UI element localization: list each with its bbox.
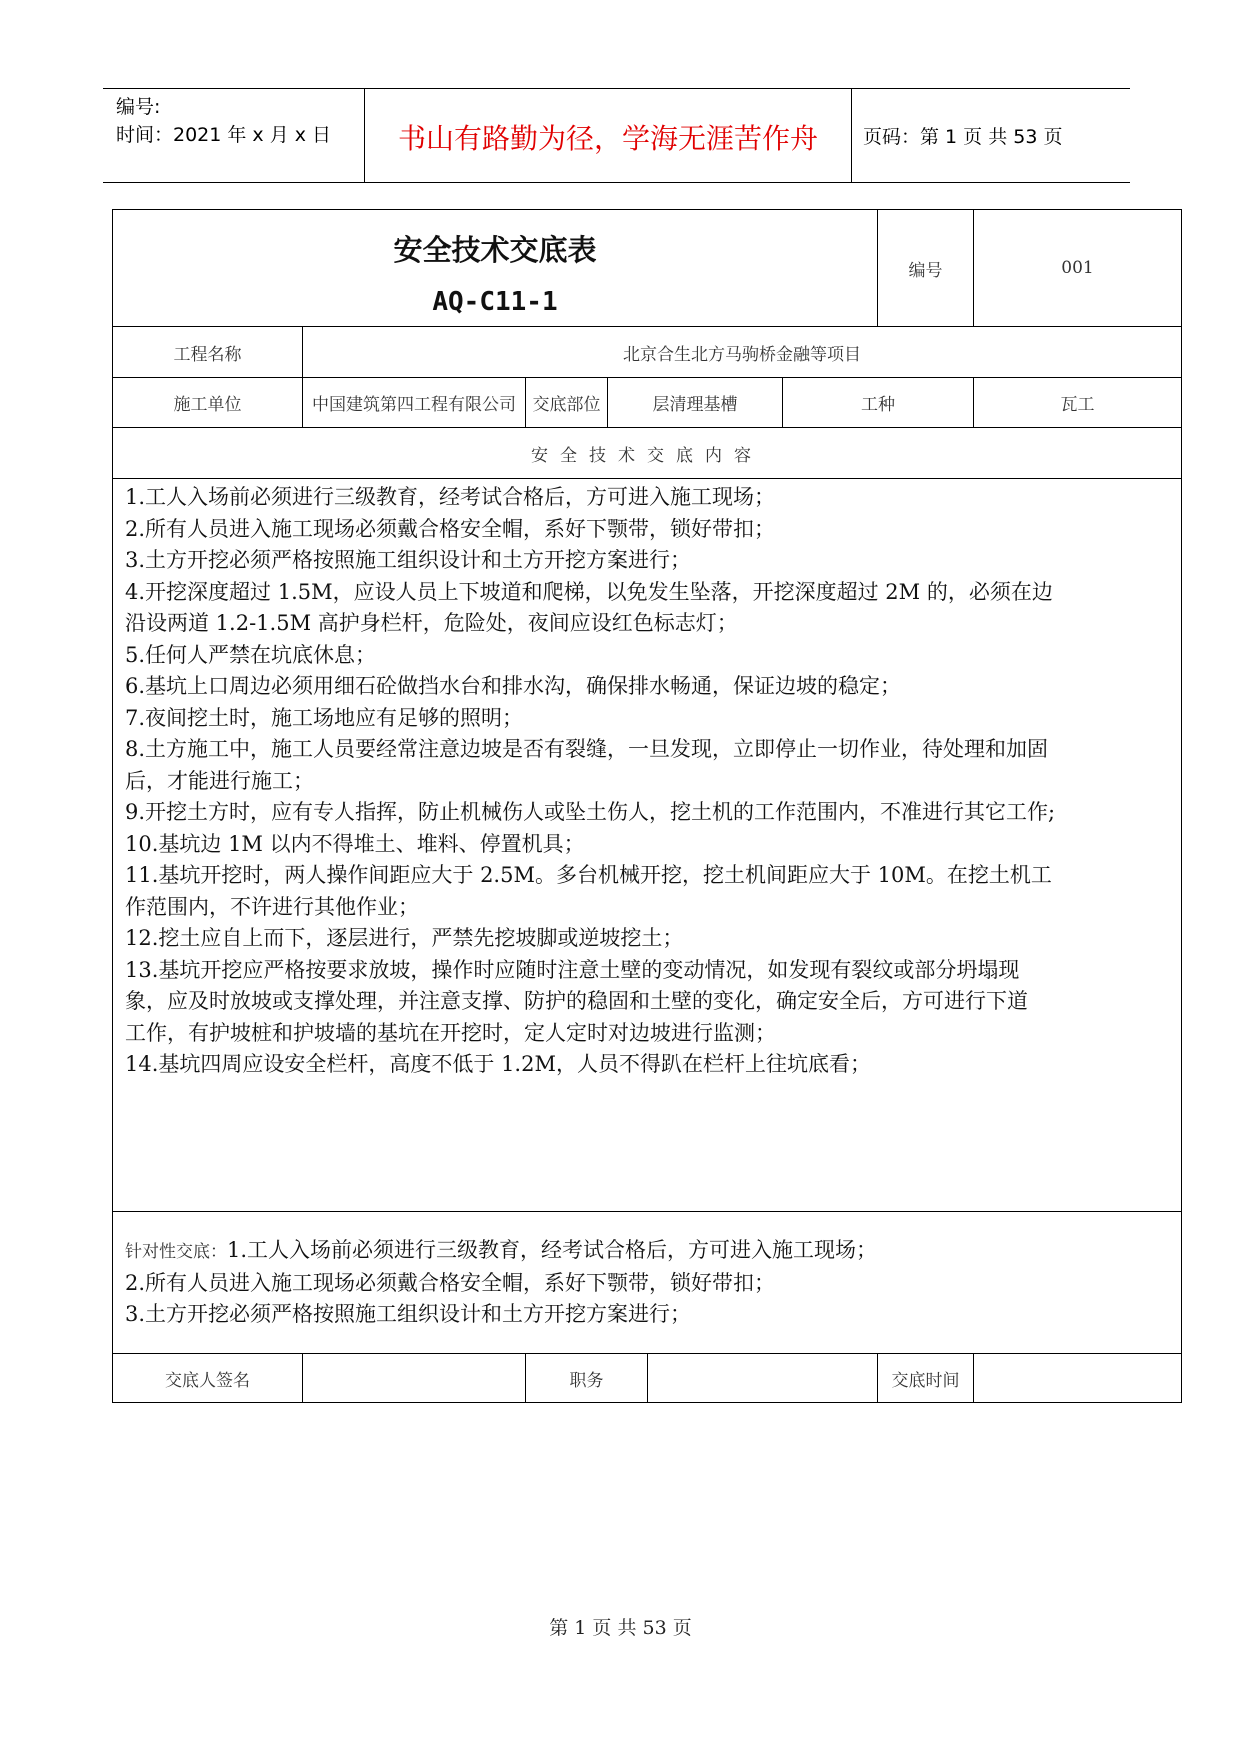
part-label: 交底部位 <box>526 378 608 428</box>
list-item: 2.所有人员进入施工现场必须戴合格安全帽，系好下颚带，锁好带扣； <box>125 516 776 541</box>
project-label: 工程名称 <box>113 327 303 378</box>
header-slogan: 书山有路勤为径，学海无涯苦作舟 <box>397 122 818 155</box>
list-item: 象，应及时放坡或支撑处理，并注意支撑、防护的稳固和土壁的变化，确定安全后，方可进行下道 <box>125 989 1028 1013</box>
list-item: 12.挖土应自上而下，逐层进行，严禁先挖坡脚或逆坡挖土； <box>125 926 684 950</box>
list-item: 作范围内，不许进行其他作业； <box>125 894 419 919</box>
header-meta <box>116 93 331 149</box>
page-header <box>103 88 1130 183</box>
header-page-info: 页码：第 1 页 共 53 页 <box>863 126 1063 148</box>
list-item: 9.开挖土方时，应有专人指挥，防止机械伤人或坠土伤人，挖土机的工作范围内，不准进行其它工作; <box>125 800 1056 824</box>
list-item: 14.基坑四周应设安全栏杆，高度不低于 1.2M，人员不得趴在栏杆上往坑底看； <box>125 1052 871 1076</box>
signer-label: 交底人签名 <box>113 1354 303 1403</box>
list-item: 5.任何人严禁在坑底休息； <box>125 642 377 667</box>
list-item: 后，才能进行施工； <box>125 768 314 793</box>
list-item: 2.所有人员进入施工现场必须戴合格安全帽，系好下颚带，锁好带扣； <box>125 1271 776 1295</box>
list-item: 7.夜间挖土时，施工场地应有足够的照明； <box>125 705 524 730</box>
form-code: AQ-C11-1 <box>432 287 558 317</box>
unit-label: 施工单位 <box>113 378 303 428</box>
content-header: 安全技术交底内容 <box>113 428 1182 479</box>
signer-value <box>303 1354 526 1403</box>
unit-value: 中国建筑第四工程有限公司 <box>303 378 526 428</box>
header-time-label: 时间：2021 年 x 月 x 日 <box>116 124 332 146</box>
trade-label: 工种 <box>783 378 974 428</box>
targeted-briefing <box>113 1212 1182 1354</box>
list-item: 6.基坑上口周边必须用细石砼做挡水台和排水沟，确保排水畅通，保证边坡的稳定； <box>125 674 902 698</box>
list-item: 3.土方开挖必须严格按照施工组织设计和土方开挖方案进行； <box>125 548 692 572</box>
project-value: 北京合生北方马驹桥金融等项目 <box>303 327 1182 378</box>
time-label: 交底时间 <box>878 1354 974 1403</box>
time-value <box>974 1354 1182 1403</box>
list-item: 3.土方开挖必须严格按照施工组织设计和土方开挖方案进行； <box>125 1302 692 1326</box>
part-value: 层清理基槽 <box>608 378 783 428</box>
list-item: 沿设两道 1.2-1.5M 高护身栏杆，危险处，夜间应设红色标志灯； <box>125 611 738 635</box>
header-divider <box>851 89 852 182</box>
list-item: 8.土方施工中，施工人员要经常注意边坡是否有裂缝，一旦发现，立即停止一切作业，待处理和加固 <box>125 737 1049 761</box>
position-label: 职务 <box>526 1354 648 1403</box>
form-title-cell <box>113 210 878 327</box>
list-item: 11.基坑开挖时，两人操作间距应大于 2.5M。多台机械开挖，挖土机间距应大于 10M。在挖土机工 <box>125 863 1052 887</box>
position-value <box>648 1354 878 1403</box>
list-item: 10.基坑边 1M 以内不得堆土、堆料、停置机具； <box>125 831 585 856</box>
trade-value: 瓦工 <box>974 378 1182 428</box>
number-value: 001 <box>974 210 1182 327</box>
list-item: 13.基坑开挖应严格按要求放坡，操作时应随时注意土壁的变动情况，如发现有裂纹或部分坍塌现 <box>125 957 1020 982</box>
targeted-briefing-label: 针对性交底： <box>125 1242 227 1262</box>
list-item: 1.工人入场前必须进行三级教育，经考试合格后，方可进入施工现场； <box>227 1238 878 1262</box>
safety-briefing-form <box>112 209 1182 1403</box>
list-item: 4.开挖深度超过 1.5M，应设人员上下坡道和爬梯，以免发生坠落，开挖深度超过 2M 的，必须在边 <box>125 579 1053 604</box>
list-item: 工作，有护坡桩和护坡墙的基坑在开挖时，定人定时对边坡进行监测； <box>125 1020 776 1045</box>
header-number-label: 编号: <box>116 96 161 118</box>
number-label: 编号 <box>878 210 974 327</box>
content-body <box>113 479 1182 1212</box>
list-item: 1.工人入场前必须进行三级教育，经考试合格后，方可进入施工现场； <box>125 485 776 509</box>
page-footer: 第 1 页 共 53 页 <box>549 1617 692 1639</box>
form-title: 安全技术交底表 <box>393 233 597 267</box>
